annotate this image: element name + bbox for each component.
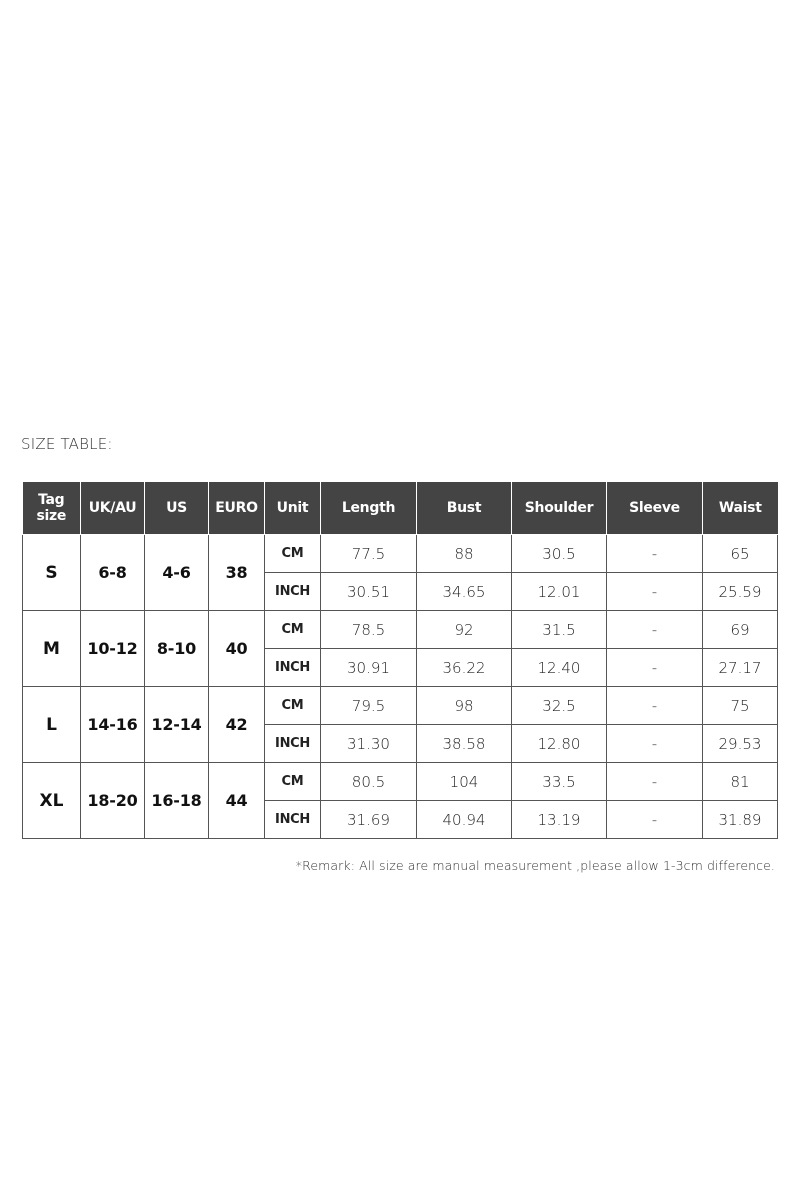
- header-length: Length: [321, 482, 417, 535]
- size-table-title: SIZE TABLE:: [21, 435, 113, 453]
- table-header: [23, 482, 778, 535]
- bust-cell: 38.58: [417, 725, 512, 763]
- tag-size-cell: M: [23, 611, 81, 687]
- euro-cell: 40: [209, 611, 265, 687]
- shoulder-cell: 33.5: [512, 763, 607, 801]
- length-cell: 77.5: [321, 535, 417, 573]
- bust-cell: 88: [417, 535, 512, 573]
- waist-cell: 27.17: [703, 649, 778, 687]
- sleeve-cell: -: [607, 763, 703, 801]
- bust-cell: 36.22: [417, 649, 512, 687]
- euro-cell: 42: [209, 687, 265, 763]
- header-row: [23, 482, 778, 535]
- length-cell: 80.5: [321, 763, 417, 801]
- unit-cell: INCH: [265, 573, 321, 611]
- waist-cell: 25.59: [703, 573, 778, 611]
- us-cell: 16-18: [145, 763, 209, 839]
- shoulder-cell: 12.40: [512, 649, 607, 687]
- table-row: [23, 535, 778, 573]
- unit-cell: CM: [265, 535, 321, 573]
- sleeve-cell: -: [607, 611, 703, 649]
- sleeve-cell: -: [607, 649, 703, 687]
- uk-au-cell: 14-16: [81, 687, 145, 763]
- table-row: [23, 763, 778, 801]
- tag-size-cell: XL: [23, 763, 81, 839]
- remark-note: *Remark: All size are manual measurement ,please allow 1-3cm difference.: [295, 858, 775, 873]
- waist-cell: 75: [703, 687, 778, 725]
- unit-cell: INCH: [265, 801, 321, 839]
- uk-au-cell: 6-8: [81, 535, 145, 611]
- table-body: [23, 535, 778, 839]
- header-uk-au: UK/AU: [81, 482, 145, 535]
- header-waist: Waist: [703, 482, 778, 535]
- shoulder-cell: 31.5: [512, 611, 607, 649]
- shoulder-cell: 12.80: [512, 725, 607, 763]
- waist-cell: 29.53: [703, 725, 778, 763]
- shoulder-cell: 12.01: [512, 573, 607, 611]
- bust-cell: 40.94: [417, 801, 512, 839]
- unit-cell: CM: [265, 687, 321, 725]
- unit-cell: INCH: [265, 725, 321, 763]
- bust-cell: 104: [417, 763, 512, 801]
- tag-size-cell: S: [23, 535, 81, 611]
- unit-cell: INCH: [265, 649, 321, 687]
- uk-au-cell: 18-20: [81, 763, 145, 839]
- uk-au-cell: 10-12: [81, 611, 145, 687]
- length-cell: 30.51: [321, 573, 417, 611]
- sleeve-cell: -: [607, 687, 703, 725]
- header-euro: EURO: [209, 482, 265, 535]
- size-table: [22, 482, 778, 839]
- us-cell: 12-14: [145, 687, 209, 763]
- header-tag-size: Tag size: [23, 482, 81, 535]
- euro-cell: 38: [209, 535, 265, 611]
- sleeve-cell: -: [607, 535, 703, 573]
- length-cell: 78.5: [321, 611, 417, 649]
- waist-cell: 31.89: [703, 801, 778, 839]
- header-shoulder: Shoulder: [512, 482, 607, 535]
- us-cell: 4-6: [145, 535, 209, 611]
- sleeve-cell: -: [607, 801, 703, 839]
- length-cell: 30.91: [321, 649, 417, 687]
- tag-size-cell: L: [23, 687, 81, 763]
- table-row: [23, 687, 778, 725]
- shoulder-cell: 30.5: [512, 535, 607, 573]
- waist-cell: 69: [703, 611, 778, 649]
- sleeve-cell: -: [607, 725, 703, 763]
- header-bust: Bust: [417, 482, 512, 535]
- length-cell: 31.69: [321, 801, 417, 839]
- unit-cell: CM: [265, 611, 321, 649]
- length-cell: 79.5: [321, 687, 417, 725]
- us-cell: 8-10: [145, 611, 209, 687]
- bust-cell: 92: [417, 611, 512, 649]
- waist-cell: 65: [703, 535, 778, 573]
- unit-cell: CM: [265, 763, 321, 801]
- euro-cell: 44: [209, 763, 265, 839]
- header-sleeve: Sleeve: [607, 482, 703, 535]
- shoulder-cell: 13.19: [512, 801, 607, 839]
- shoulder-cell: 32.5: [512, 687, 607, 725]
- waist-cell: 81: [703, 763, 778, 801]
- bust-cell: 34.65: [417, 573, 512, 611]
- table-row: [23, 611, 778, 649]
- bust-cell: 98: [417, 687, 512, 725]
- length-cell: 31.30: [321, 725, 417, 763]
- header-unit: Unit: [265, 482, 321, 535]
- header-us: US: [145, 482, 209, 535]
- sleeve-cell: -: [607, 573, 703, 611]
